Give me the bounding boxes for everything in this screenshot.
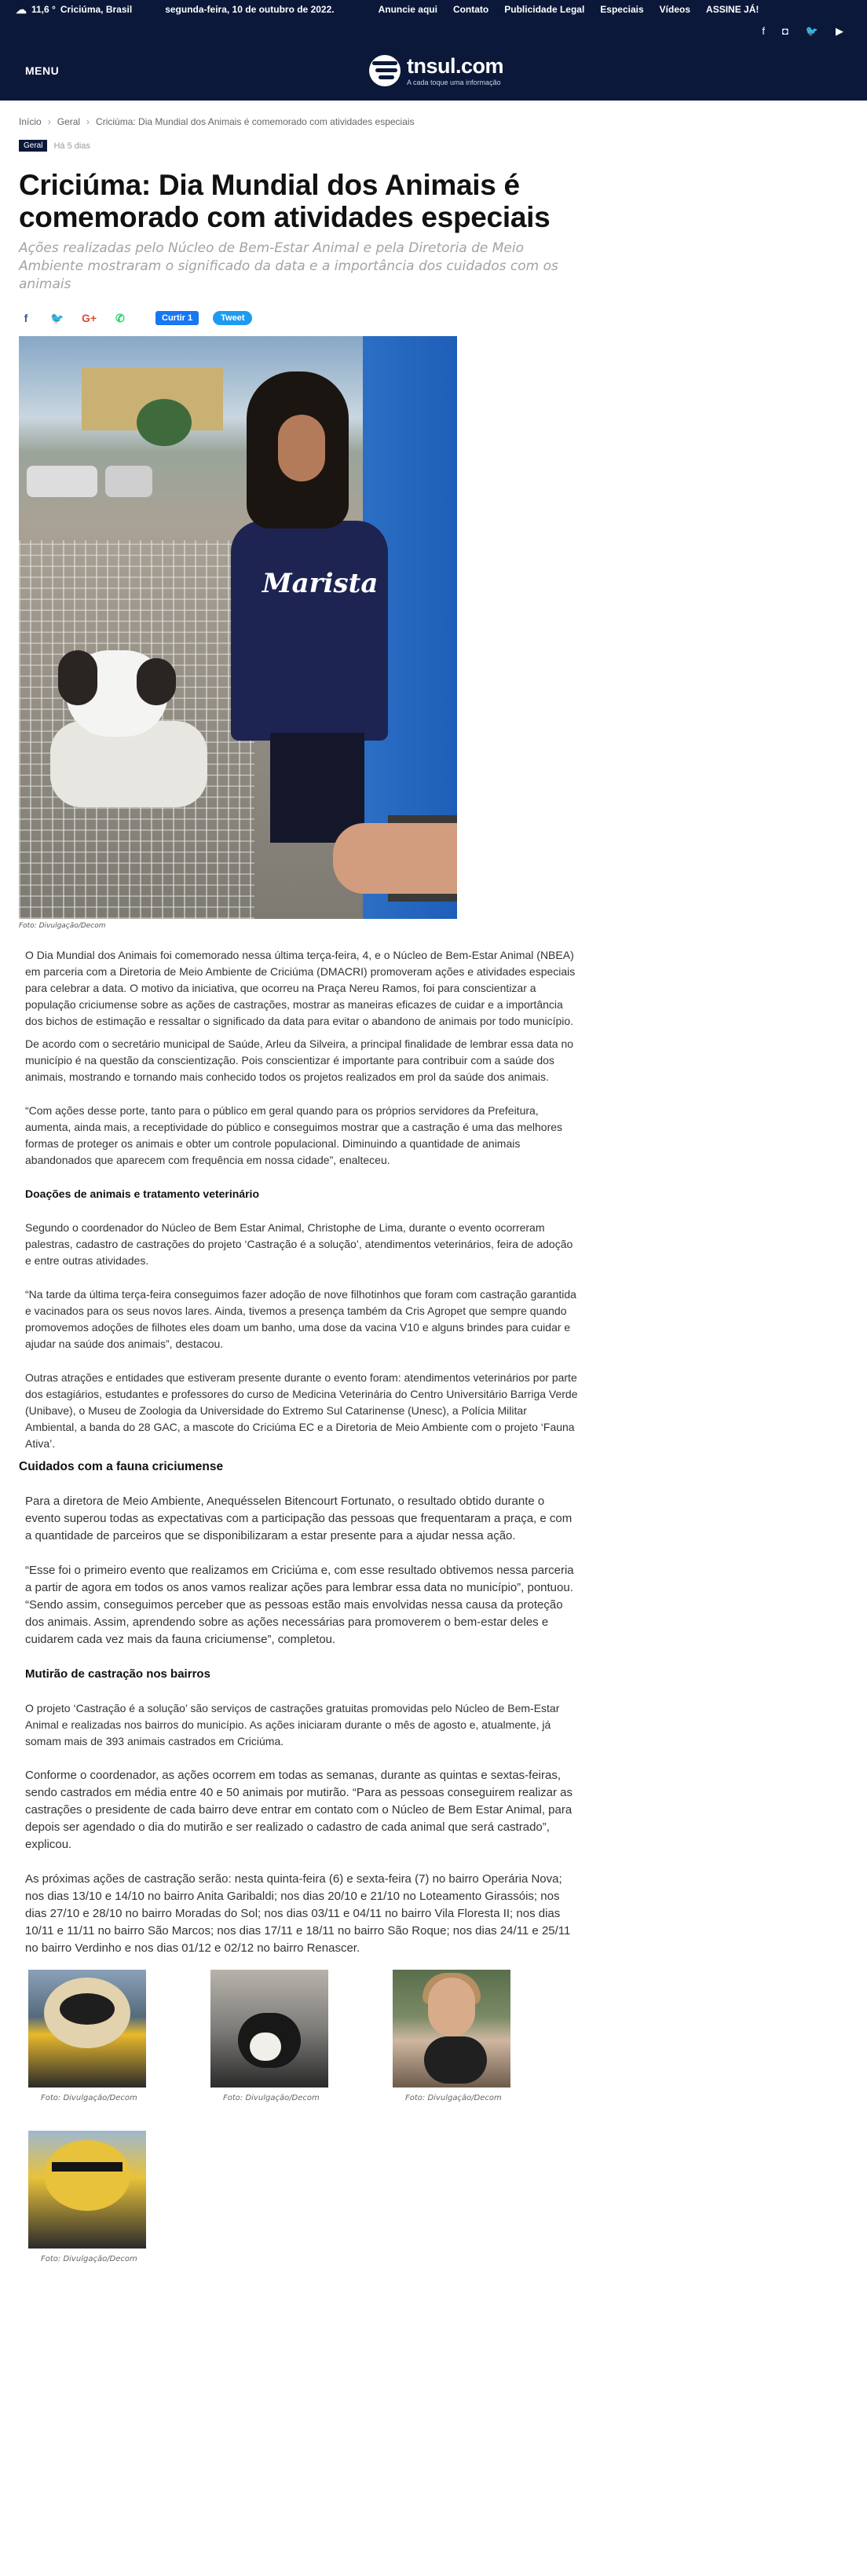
temperature: 11,6 ° bbox=[31, 4, 56, 15]
gallery-caption: Foto: Divulgação/Decom bbox=[41, 2094, 137, 2102]
link-assine[interactable]: ASSINE JÁ! bbox=[706, 4, 759, 15]
city: Criciúma, Brasil bbox=[60, 4, 133, 15]
breadcrumb bbox=[19, 116, 584, 127]
weather-widget bbox=[16, 3, 132, 16]
gallery-item[interactable] bbox=[28, 1970, 210, 2102]
article-paragraph: O projeto ‘Castração é a solução’ são serviços de castrações gratuitas promovidas pelo Núcleo de Bem-Estar Animal e realizadas nos bairros do município. As ações iniciaram durante o mês de agosto e, atualmente, já somam mais de 393 animais castrados em Criciúma. bbox=[25, 1702, 560, 1747]
main-content bbox=[19, 116, 584, 2263]
gallery-caption: Foto: Divulgação/Decom bbox=[405, 2094, 502, 2102]
article-paragraph: “Com ações desse porte, tanto para o público em geral quando para os próprios servidores da Prefeitura, aumenta, ainda mais, a receptividade do público e conseguimos mostrar que a castração é uma das melhores formas de proteger os animais e obter um controle populacional. Diminuindo a quantidade de animais abandonados que aparecem com frequência em nossa cidade”, enalteceu. bbox=[25, 1104, 563, 1166]
article-meta bbox=[19, 140, 584, 152]
facebook-like-button[interactable]: Curtir 1 bbox=[155, 311, 199, 325]
article-paragraph: O Dia Mundial dos Animais foi comemorado nessa última terça-feira, 4, e o Núcleo de Bem-Estar Animal (NBEA) em parceria com a Diretoria de Meio Ambiente de Criciúma (DMACRI) promoveram ações e atividades especiais para celebrar a data. O motivo da iniciativa, que ocorreu na Praça Nereu Ramos, foi para conscientizar a população criciumense sobre as ações de castrações, mostrar as maneiras eficazes de cuidar e a importância dos bichos de estimação e ressaltar o significado da data para evitar o abandono de animais por todo município. bbox=[25, 949, 576, 1027]
facebook-share-icon[interactable]: f bbox=[24, 312, 28, 324]
section-heading-doacoes: Doações de animais e tratamento veterinário bbox=[25, 1187, 259, 1200]
twitter-icon[interactable]: 🐦 bbox=[805, 25, 818, 37]
breadcrumb-category[interactable]: Geral bbox=[57, 116, 81, 127]
facebook-icon[interactable]: f bbox=[762, 25, 765, 37]
article-paragraph: Conforme o coordenador, as ações ocorrem em todas as semanas, durante as quintas e sextas-feiras, sendo castrados em média entre 40 e 50 animais por mutirão. “Para as pessoas conseguirem realizar as castrações o presidente de cada bairro deve entrar em contato com o Núcleo de Bem Estar Animal, para depois ser agendado o dia do mutirão e ser realizado o cadastro de cada animal que será castrado”, explicou. bbox=[25, 1769, 573, 1851]
logo-text: tnsul.com bbox=[407, 53, 504, 78]
site-logo[interactable] bbox=[369, 55, 503, 86]
site-header bbox=[0, 19, 867, 101]
gallery-item[interactable] bbox=[393, 1970, 575, 2102]
time-ago: Há 5 dias bbox=[53, 141, 90, 151]
gallery-image[interactable] bbox=[28, 1970, 146, 2088]
article-paragraph: De acordo com o secretário municipal de Saúde, Arleu da Silveira, a principal finalidade de lembrar essa data no município é na questão da conscientização. Pois conscientizar é importante para contribuir com a saúde dos animais, mostrando e tornando mais conhecido todos os projetos realizados em prol da saúde dos animais. bbox=[25, 1037, 574, 1083]
gallery-item[interactable] bbox=[210, 1970, 393, 2102]
article-paragraph: Para a diretora de Meio Ambiente, Anequésselen Bitencourt Fortunato, o resultado obtido durante o evento superou todas as expectativas com a participação das pessoas que frequentaram a praça, e com a quantidade de parceiros que se disponibilizaram a estar presente para a ajudar nessa ação. bbox=[25, 1495, 573, 1542]
social-links bbox=[762, 25, 843, 38]
gallery-image[interactable] bbox=[393, 1970, 510, 2088]
breadcrumb-home[interactable]: Início bbox=[19, 116, 42, 127]
hero-image: Marista bbox=[19, 336, 457, 919]
breadcrumb-separator: › bbox=[86, 116, 90, 127]
article-paragraph: “Esse foi o primeiro evento que realizamos em Criciúma e, com esse resultado obtivemos nessa parceria a partir de agora em todos os anos vamos realizar ações para lembrar essa data no município”, pontuou. “Sendo assim, conseguimos perceber que as pessoas estão mais envolvidas nessa causa da proteção dos animais. Assim, aprendendo sobre as ações necessárias para promoverem o bem-estar deles e cuidarem cada vez mais da fauna criciumense”, completou. bbox=[25, 1564, 574, 1646]
youtube-icon[interactable]: ▶ bbox=[836, 25, 843, 37]
link-especiais[interactable]: Especiais bbox=[600, 4, 644, 15]
current-date: segunda-feira, 10 de outubro de 2022. bbox=[165, 4, 335, 15]
instagram-icon[interactable]: ◘ bbox=[781, 25, 788, 37]
article-body bbox=[19, 947, 578, 1957]
top-links bbox=[379, 4, 759, 15]
link-videos[interactable]: Vídeos bbox=[659, 4, 691, 15]
top-bar bbox=[0, 0, 867, 19]
section-heading-mutirao: Mutirão de castração nos bairros bbox=[25, 1667, 210, 1681]
link-publicidade-legal[interactable]: Publicidade Legal bbox=[504, 4, 585, 15]
article-paragraph: Outras atrações e entidades que estiveram presente durante o evento foram: atendimentos veterinários por parte dos estagiários, estudantes e professores do curso de Medicina Veterinária do Centro Universitário Barriga Verde (Unibave), o Museu de Zoologia da Universidade do Extremo Sul Catarinense (Unesc), a Polícia Militar Ambiental, a banda do 28 GAC, a mascote do Criciúma EC e a Diretoria de Meio Ambiente com o projeto ‘Fauna Ativa’. bbox=[25, 1371, 578, 1450]
gallery-caption: Foto: Divulgação/Decom bbox=[41, 2255, 137, 2263]
article-subtitle: Ações realizadas pelo Núcleo de Bem-Estar Animal e pela Diretoria de Meio Ambiente mostraram o significado da data e a importância dos cuidados com os animais bbox=[19, 240, 558, 292]
cloud-icon: ☁ bbox=[16, 2, 27, 16]
gallery-item[interactable] bbox=[28, 2131, 210, 2263]
logo-globe-icon bbox=[369, 55, 401, 86]
page-title: Criciúma: Dia Mundial dos Animais é comemorado com atividades especiais bbox=[19, 169, 551, 233]
category-badge[interactable]: Geral bbox=[19, 140, 47, 152]
menu-button[interactable]: MENU bbox=[25, 64, 60, 77]
twitter-share-icon[interactable]: 🐦 bbox=[50, 311, 64, 324]
link-anuncie[interactable]: Anuncie aqui bbox=[378, 4, 437, 15]
share-bar bbox=[19, 311, 584, 325]
hero-caption: Foto: Divulgação/Decom bbox=[19, 922, 106, 930]
section-heading-cuidados: Cuidados com a fauna criciumense bbox=[19, 1460, 224, 1473]
gallery-caption: Foto: Divulgação/Decom bbox=[223, 2094, 320, 2102]
article-paragraph: “Na tarde da última terça-feira conseguimos fazer adoção de nove filhotinhos que foram com castração garantida e vacinados para os seus novos lares. Ainda, tivemos a presença também da Cris Agropet que sempre quando promovemos adoções de filhotes eles doam um banho, uma dose da vacina V10 e alguns brindes para cuidar e ajudar na saúde dos animais”, destacou. bbox=[25, 1288, 576, 1350]
photo-gallery bbox=[19, 1970, 584, 2263]
tweet-button[interactable]: Tweet bbox=[213, 311, 252, 325]
google-plus-share-icon[interactable]: G+ bbox=[82, 312, 97, 324]
article-paragraph: As próximas ações de castração serão: nesta quinta-feira (6) e sexta-feira (7) no bairro Operária Nova; nos dias 13/10 e 14/10 no bairro Anita Garibaldi; nos dias 20/10 e 21/10 no Loteamento Girassóis; nos dias 27/10 e 28/10 no bairro Moradas do Sol; nos dias 03/11 e 04/11 no bairro Vila Floresta II; nos dias 10/11 e 11/11 no bairro São Marcos; nos dias 17/11 e 18/11 no bairro São Roque; nos dias 24/11 e 25/11 no bairro Verdinho e nos dias 01/12 e 02/12 no bairro Renascer. bbox=[25, 1872, 571, 1955]
link-contato[interactable]: Contato bbox=[452, 4, 489, 15]
logo-tagline: A cada toque uma informação bbox=[407, 78, 501, 86]
breadcrumb-separator: › bbox=[47, 116, 51, 127]
article-paragraph: Segundo o coordenador do Núcleo de Bem Estar Animal, Christophe de Lima, durante o evento ocorreram palestras, cadastro de castrações do projeto ‘Castração é a solução’, atendimentos veterinários, feira de adoção e entre outras atividades. bbox=[25, 1221, 573, 1267]
breadcrumb-current: Criciúma: Dia Mundial dos Animais é comemorado com atividades especiais bbox=[96, 116, 415, 127]
whatsapp-share-icon[interactable]: ✆ bbox=[115, 311, 125, 324]
gallery-image[interactable] bbox=[210, 1970, 328, 2088]
gallery-image[interactable] bbox=[28, 2131, 146, 2249]
